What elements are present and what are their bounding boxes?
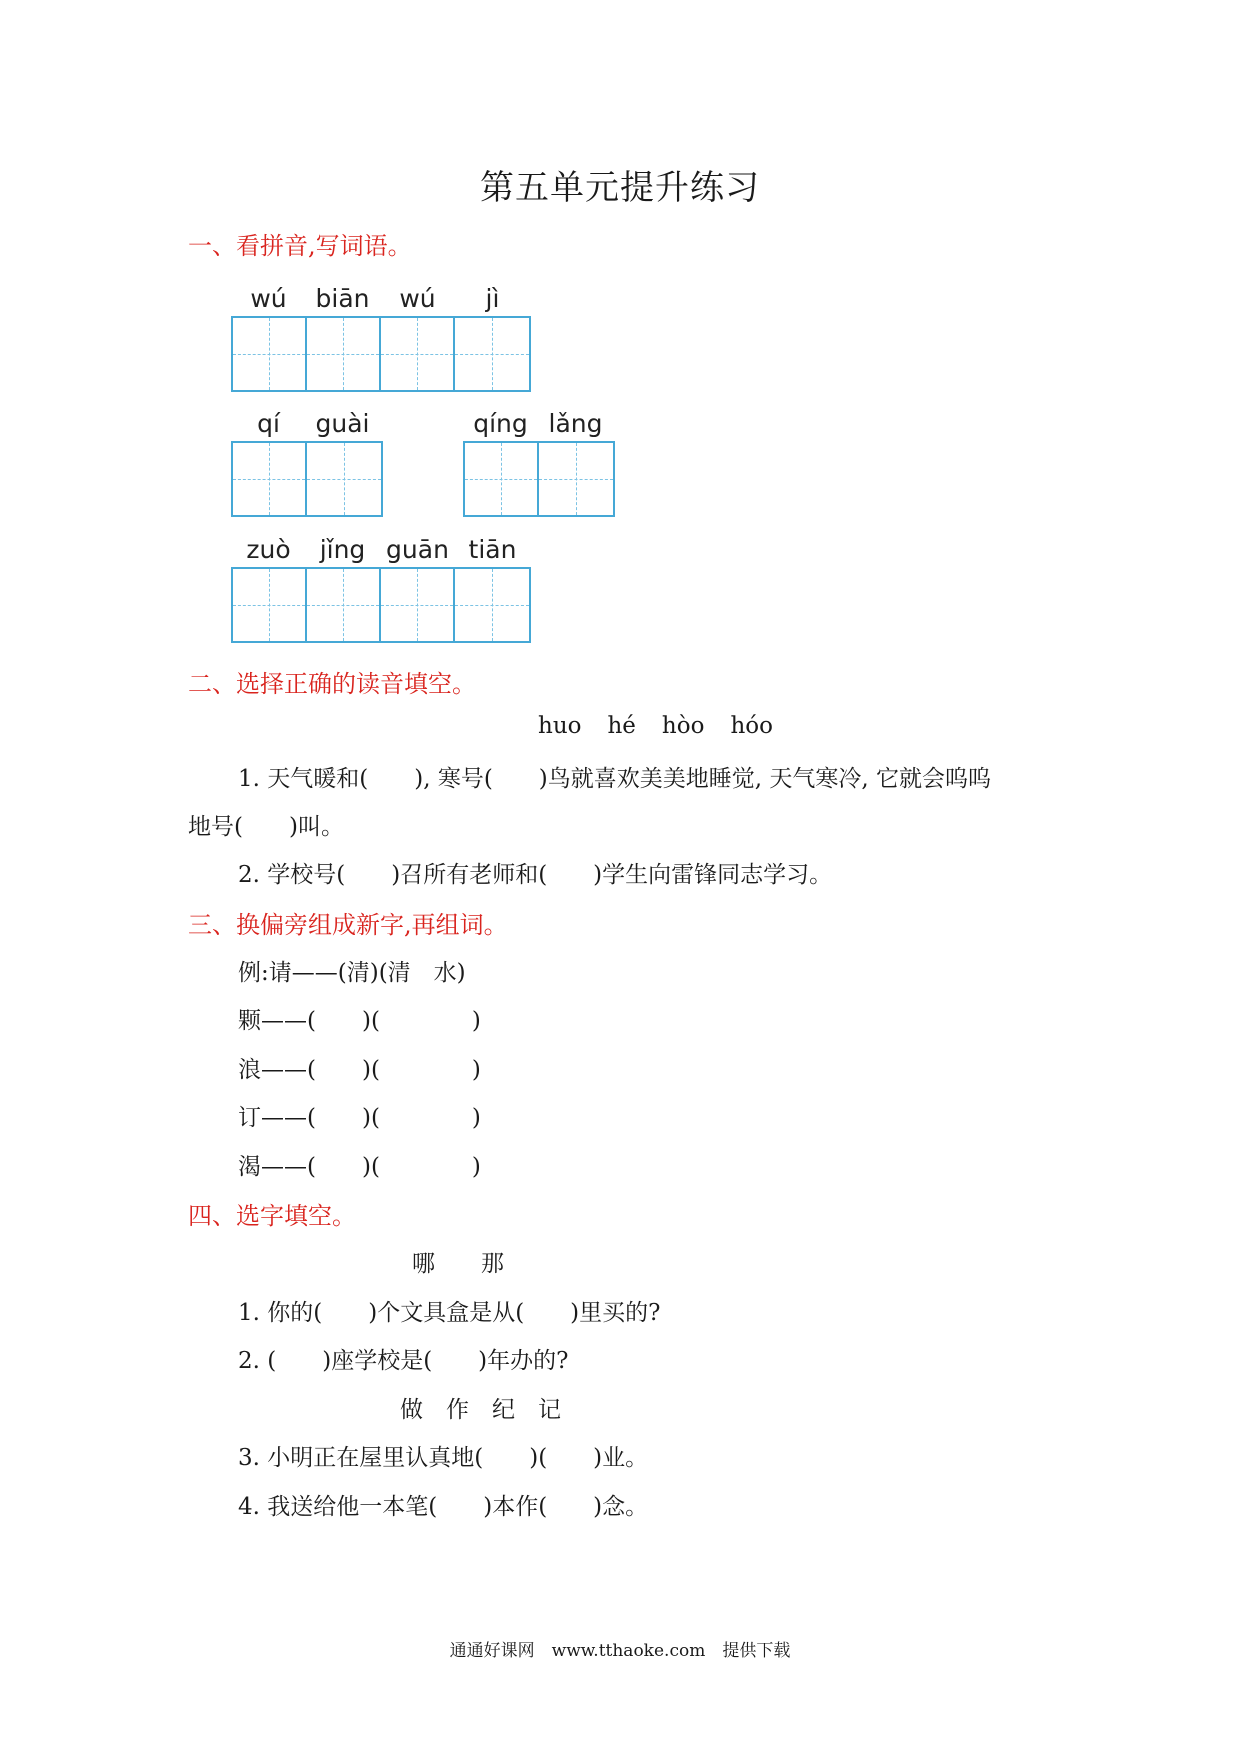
word-options: 做 作 纪 记 [400, 1397, 561, 1423]
pinyin: wú [250, 284, 287, 313]
pinyin: biān [315, 284, 370, 313]
example-text: 例:请——(清)(清 水) [238, 960, 466, 986]
exercise-item: 浪——( )( ) [238, 1057, 481, 1083]
section2-heading: 二、选择正确的读音填空。 [188, 670, 476, 698]
grid-cell[interactable] [307, 318, 381, 390]
option: hóo [730, 713, 773, 739]
page-title: 第五单元提升练习 [480, 168, 760, 208]
section4-heading: 四、选字填空。 [188, 1202, 356, 1230]
question-text: 3. 小明正在屋里认真地( )( )业。 [238, 1445, 649, 1471]
writing-grid[interactable] [231, 441, 383, 517]
writing-grid[interactable] [231, 316, 531, 392]
grid-cell[interactable] [455, 569, 529, 641]
option: huo [538, 713, 582, 739]
pinyin: guān [386, 535, 449, 564]
question-text: 1. 天气暖和( ), 寒号( )鸟就喜欢美美地睡觉, 天气寒冷, 它就会呜呜 [238, 766, 992, 792]
option: hòo [661, 713, 705, 739]
question-text: 地号( )叫。 [188, 814, 344, 840]
exercise-item: 颗——( )( ) [238, 1008, 481, 1034]
pinyin: qíng [473, 409, 528, 438]
writing-grid[interactable] [463, 441, 615, 517]
word-options: 哪 那 [412, 1251, 504, 1277]
pinyin: lǎng [548, 409, 603, 438]
pinyin: jǐng [319, 535, 366, 564]
pinyin: zuò [246, 535, 291, 564]
pronunciation-options [538, 713, 799, 739]
section3-heading: 三、换偏旁组成新字,再组词。 [188, 911, 508, 939]
grid-cell[interactable] [307, 569, 381, 641]
grid-cell[interactable] [465, 443, 539, 515]
grid-cell[interactable] [233, 318, 307, 390]
pinyin: wú [399, 284, 436, 313]
grid-cell[interactable] [381, 318, 455, 390]
pinyin: guài [315, 409, 370, 438]
question-text: 1. 你的( )个文具盒是从( )里买的? [238, 1300, 661, 1326]
section1-heading: 一、看拼音,写词语。 [188, 232, 412, 260]
question-text: 2. ( )座学校是( )年办的? [238, 1348, 569, 1374]
grid-cell[interactable] [455, 318, 529, 390]
footer-text: 通通好课网 www.tthaoke.com 提供下载 [449, 1641, 791, 1661]
grid-cell[interactable] [381, 569, 455, 641]
exercise-item: 渴——( )( ) [238, 1154, 481, 1180]
grid-cell[interactable] [233, 569, 307, 641]
question-text: 4. 我送给他一本笔( )本作( )念。 [238, 1494, 649, 1520]
grid-cell[interactable] [307, 443, 381, 515]
writing-grid[interactable] [231, 567, 531, 643]
grid-cell[interactable] [539, 443, 613, 515]
pinyin: tiān [468, 535, 517, 564]
pinyin: jì [485, 284, 500, 313]
pinyin: qí [257, 409, 280, 438]
question-text: 2. 学校号( )召所有老师和( )学生向雷锋同志学习。 [238, 862, 833, 888]
exercise-item: 订——( )( ) [238, 1105, 481, 1131]
option: hé [607, 713, 636, 739]
grid-cell[interactable] [233, 443, 307, 515]
